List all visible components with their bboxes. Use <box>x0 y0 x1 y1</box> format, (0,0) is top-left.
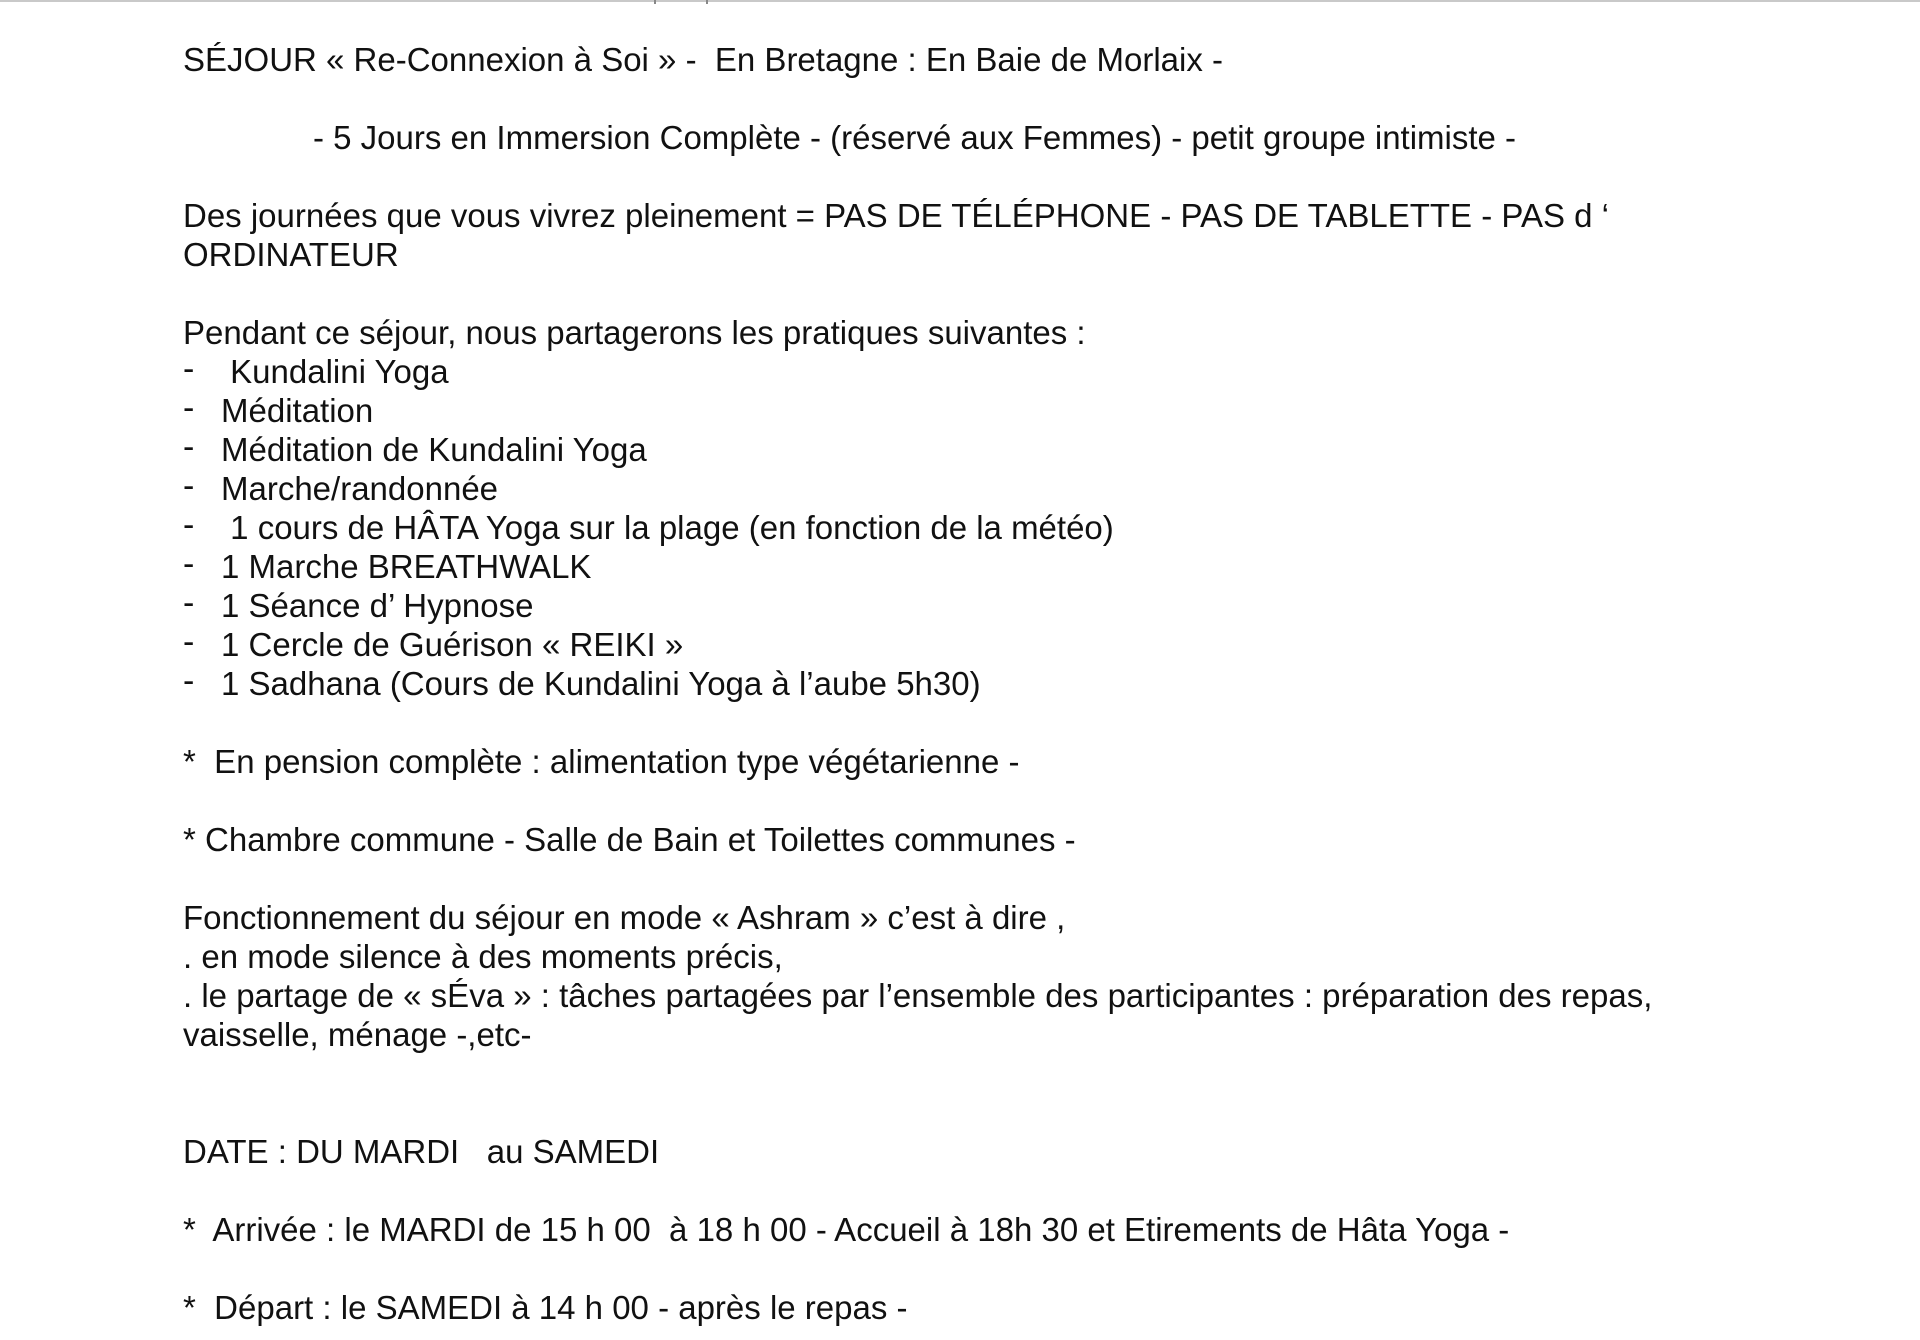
practices-intro: Pendant ce séjour, nous partagerons les pratiques suivantes : <box>183 314 1086 351</box>
list-item-text: Méditation <box>221 392 374 429</box>
top-mark <box>650 0 720 4</box>
dash-marker: - <box>183 389 195 427</box>
dash-marker: - <box>183 545 195 583</box>
list-item <box>183 391 1703 430</box>
list-item <box>183 430 1703 469</box>
ashram-intro: Fonctionnement du séjour en mode « Ashram » c’est à dire , <box>183 899 1066 936</box>
pension-line: * En pension complète : alimentation type végétarienne - <box>183 743 1020 780</box>
list-item <box>183 469 1703 508</box>
spacer <box>183 1249 1703 1288</box>
date-line: DATE : DU MARDI au SAMEDI <box>183 1133 660 1170</box>
spacer <box>183 157 1703 196</box>
dash-marker: - <box>183 662 195 700</box>
list-item-text: 1 Séance d’ Hypnose <box>221 587 534 624</box>
list-item-text: Kundalini Yoga <box>221 353 449 390</box>
arrival-line: * Arrivée : le MARDI de 15 h 00 à 18 h 00 - Accueil à 18h 30 et Etirements de Hâta Yoga - <box>183 1211 1510 1248</box>
spacer <box>183 274 1703 313</box>
title-line: SÉJOUR « Re-Connexion à Soi » - En Bretagne : En Baie de Morlaix - <box>183 41 1223 78</box>
list-item-text: 1 Cercle de Guérison « REIKI » <box>221 626 684 663</box>
list-item <box>183 664 1703 703</box>
dash-marker: - <box>183 467 195 505</box>
spacer <box>183 1054 1703 1132</box>
dash-marker: - <box>183 623 195 661</box>
spacer <box>183 781 1703 820</box>
list-item <box>183 625 1703 664</box>
list-item-text: 1 Sadhana (Cours de Kundalini Yoga à l’aube 5h30) <box>221 665 981 702</box>
top-divider <box>0 0 1920 2</box>
list-item <box>183 352 1703 391</box>
ashram-point-2: . le partage de « sÉva » : tâches partagées par l’ensemble des participantes : préparation des repas, vaisselle, ménage -,etc- <box>183 977 1653 1053</box>
dash-marker: - <box>183 350 195 388</box>
spacer <box>183 1171 1703 1210</box>
ashram-point-1: . en mode silence à des moments précis, <box>183 938 783 975</box>
document-body <box>183 40 1703 1327</box>
room-line: * Chambre commune - Salle de Bain et Toilettes communes - <box>183 821 1076 858</box>
spacer <box>183 703 1703 742</box>
list-item <box>183 508 1703 547</box>
list-item <box>183 547 1703 586</box>
dash-marker: - <box>183 506 195 544</box>
no-devices-line: Des journées que vous vivrez pleinement = PAS DE TÉLÉPHONE - PAS DE TABLETTE - PAS d ‘ ORDINATEUR <box>183 197 1609 273</box>
dash-marker: - <box>183 584 195 622</box>
dash-marker: - <box>183 428 195 466</box>
list-item-text: 1 cours de HÂTA Yoga sur la plage (en fonction de la météo) <box>221 509 1114 546</box>
departure-line: * Départ : le SAMEDI à 14 h 00 - après le repas - <box>183 1289 908 1326</box>
list-item <box>183 586 1703 625</box>
subtitle-line: - 5 Jours en Immersion Complète - (réservé aux Femmes) - petit groupe intimiste - <box>313 119 1517 156</box>
list-item-text: 1 Marche BREATHWALK <box>221 548 592 585</box>
list-item-text: Marche/randonnée <box>221 470 499 507</box>
spacer <box>183 79 1703 118</box>
practices-list <box>183 352 1703 703</box>
list-item-text: Méditation de Kundalini Yoga <box>221 431 647 468</box>
spacer <box>183 859 1703 898</box>
